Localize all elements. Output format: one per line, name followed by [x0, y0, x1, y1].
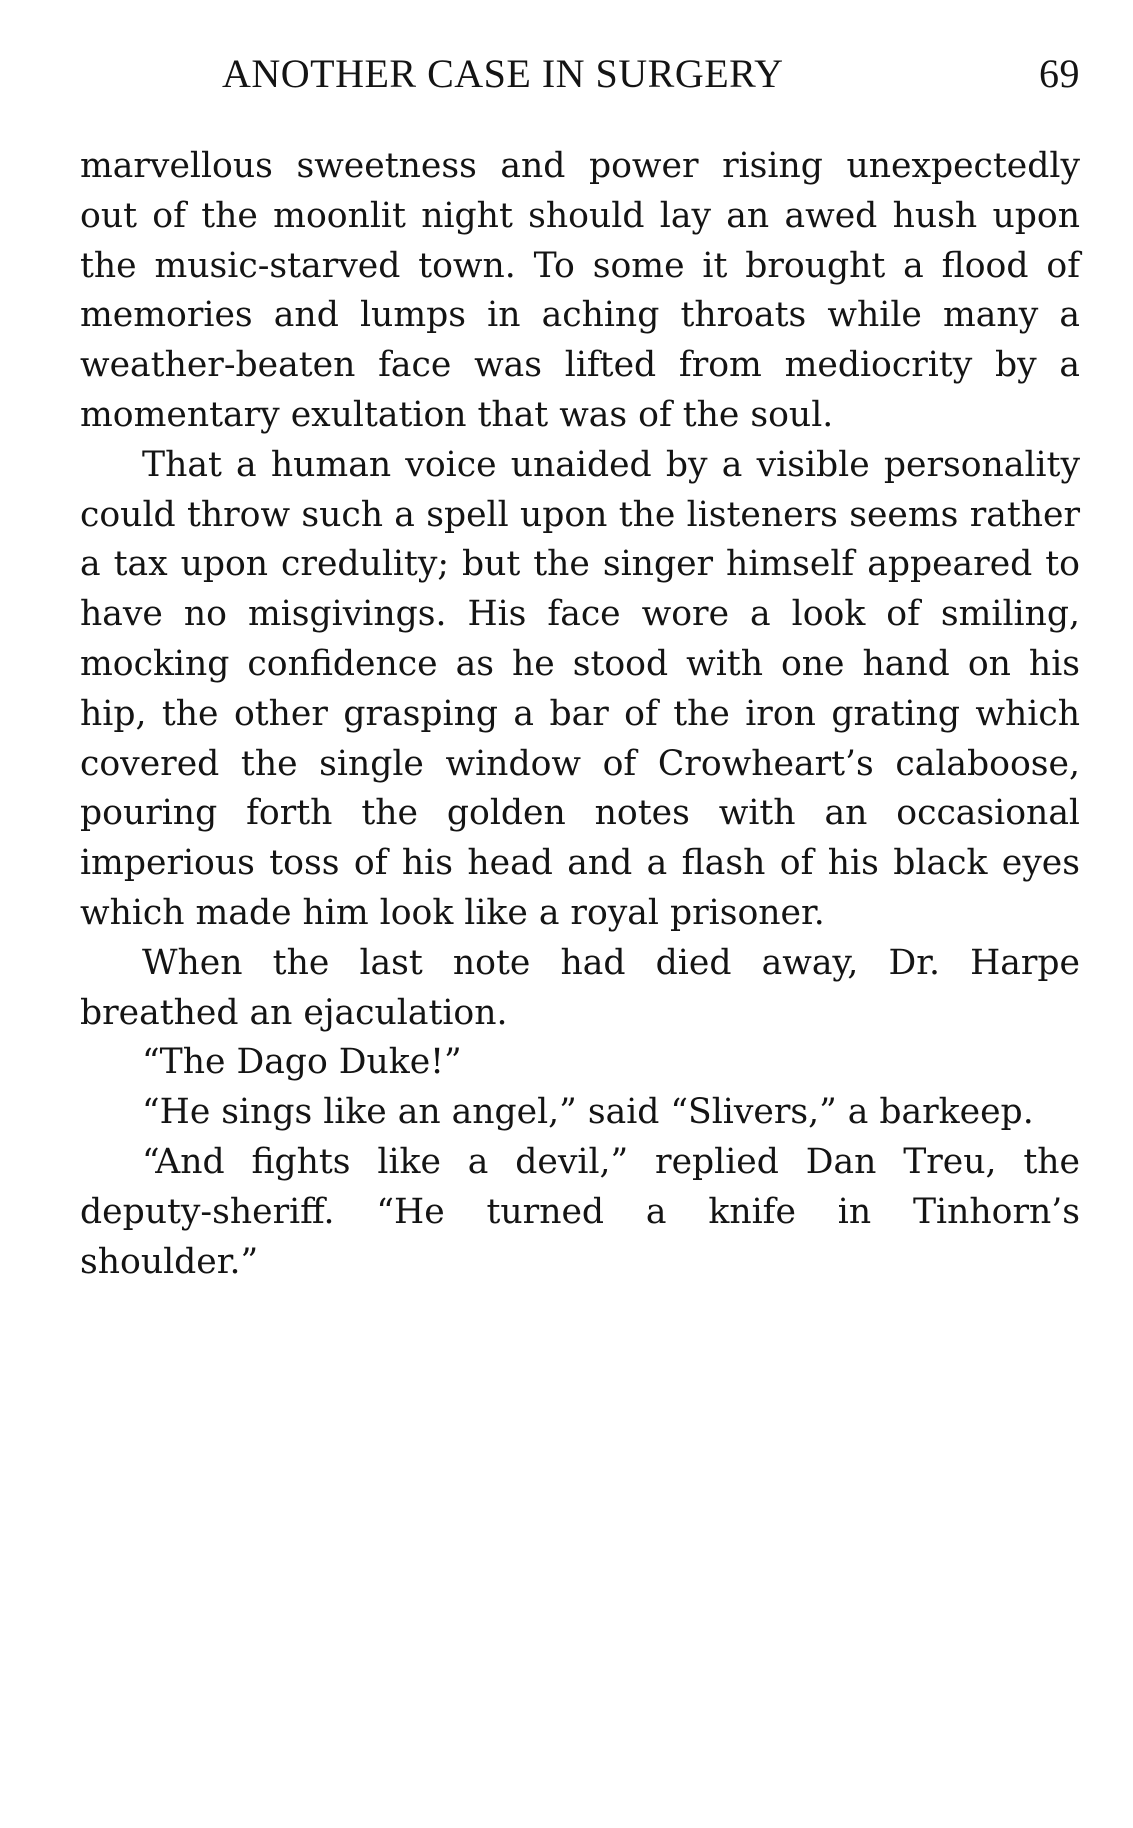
running-title: ANOTHER CASE IN SURGERY [222, 51, 784, 96]
body-text [80, 142, 1080, 1287]
paragraph: That a human voice unaided by a visible personality could throw such a spell upon the listeners seems rather a tax upon credulity; but the singer himself appeared to have no misgivings. His face wore a look of smiling, mocking confidence as he stood with one hand on his hip, the other grasping a bar of the iron grating which covered the single window of Crowheart’s calaboose, pouring forth the golden notes with an occasional imperious toss of his head and a flash of his black eyes which made him look like a royal prisoner. [80, 444, 1080, 933]
page-number: 69 [1039, 51, 1080, 96]
paragraph: “The Dago Duke!” [142, 1042, 462, 1083]
paragraph: “And fights like a devil,” replied Dan Treu, the deputy-sheriff. “He turned a knife in Tinhorn’s shoulder.” [80, 1141, 1080, 1282]
book-page [80, 44, 1080, 1287]
paragraph: When the last note had died away, Dr. Harpe breathed an ejaculation. [80, 942, 1080, 1033]
running-head [80, 44, 1080, 104]
paragraph-continued: marvellous sweetness and power rising unexpectedly out of the moonlit night should lay an awed hush upon the music-starved town. To some it brought a flood of memories and lumps in aching throats while many a weather-beaten face was lifted from mediocrity by a momentary exultation that was of the soul. [80, 146, 1080, 435]
paragraph: “He sings like an angel,” said “Slivers,” a barkeep. [142, 1092, 1034, 1133]
